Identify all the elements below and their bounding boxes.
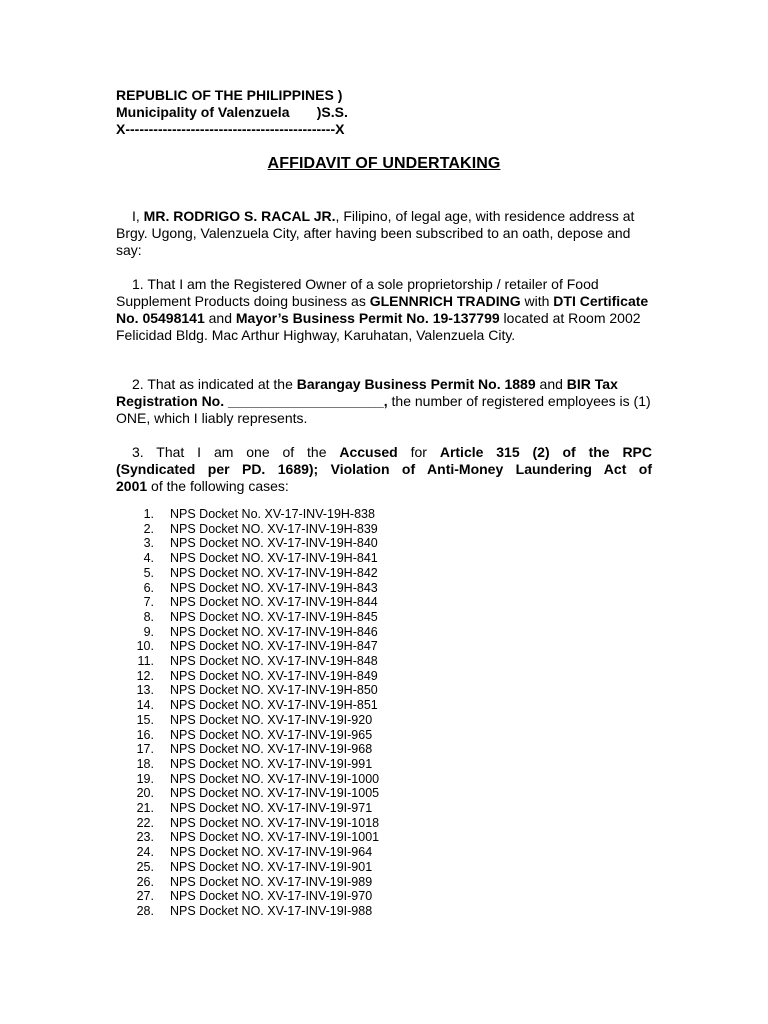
case-list-item xyxy=(116,551,379,566)
paragraph-1-text-c: with xyxy=(520,293,554,309)
paragraph-3 xyxy=(116,444,652,495)
case-number: 1. xyxy=(143,507,154,521)
case-number: 4. xyxy=(143,551,154,566)
case-list-item xyxy=(116,610,379,625)
venue-line-separator: X---------------------------------------------X xyxy=(116,121,345,137)
case-number: 20. xyxy=(136,786,154,801)
case-list-item xyxy=(116,875,379,890)
venue-line-republic: REPUBLIC OF THE PHILIPPINES ) xyxy=(116,87,343,103)
case-list-item xyxy=(116,786,379,801)
case-list-item xyxy=(116,522,379,537)
paragraph-2-text-c: and xyxy=(535,376,567,392)
case-docket: NPS Docket NO. XV-17-INV-19I-901 xyxy=(170,859,373,874)
case-docket: NPS Docket NO. XV-17-INV-19H-842 xyxy=(170,565,378,580)
paragraph-2 xyxy=(116,376,652,427)
case-list-item xyxy=(116,728,379,743)
article-reference: Article 315 (2) of the RPC xyxy=(439,444,653,460)
case-docket: NPS Docket NO. XV-17-INV-19H-845 xyxy=(170,609,378,624)
barangay-permit: Barangay Business Permit No. 1889 xyxy=(296,376,536,392)
case-docket: NPS Docket NO. XV-17-INV-19I-988 xyxy=(170,903,373,918)
case-number: 28. xyxy=(136,903,154,918)
case-list-item xyxy=(116,830,379,845)
paragraph-1-text-g: located at Room 2002 Felicidad Bldg. Mac Arthur Highway, Karuhatan, Valenzuela City. xyxy=(116,310,641,343)
paragraph-3-text-a: 3. That I am one of the xyxy=(132,444,340,460)
paragraph-3-text-tail: of the following cases: xyxy=(147,478,289,494)
intro-rest: , Filipino, of legal age, with residence address at Brgy. Ugong, Valenzuela City, after having been subscribed to an oath, depose and say: xyxy=(116,208,635,258)
case-list-item xyxy=(116,742,379,757)
case-docket: NPS Docket NO. XV-17-INV-19I-965 xyxy=(170,727,373,742)
case-list-item xyxy=(116,581,379,596)
case-docket: NPS Docket NO. XV-17-INV-19H-851 xyxy=(170,698,378,713)
paragraph-1-text-a: 1. That I am the Registered Owner of a sole proprietorship / retailer of Food Supplement Products doing business as xyxy=(116,276,599,309)
act-year: 2001 xyxy=(116,478,148,494)
case-docket: NPS Docket NO. XV-17-INV-19H-839 xyxy=(170,521,378,536)
case-docket: NPS Docket NO. XV-17-INV-19H-841 xyxy=(170,551,378,566)
case-list-item xyxy=(116,654,379,669)
paragraph-3-line-3 xyxy=(116,478,652,495)
case-list-item xyxy=(116,595,379,610)
case-docket: NPS Docket NO. XV-17-INV-19I-1000 xyxy=(170,771,380,786)
case-docket: NPS Docket NO. XV-17-INV-19I-970 xyxy=(170,889,373,904)
case-number: 5. xyxy=(143,565,154,580)
case-number: 18. xyxy=(136,756,154,771)
case-list-item xyxy=(116,625,379,640)
case-docket: NPS Docket NO. XV-17-INV-19I-989 xyxy=(170,874,373,889)
venue-line-municipality: Municipality of Valenzuela )S.S. xyxy=(116,104,348,120)
case-number: 2. xyxy=(143,521,154,536)
paragraph-2-text-e: the number of registered employees is (1) ONE, which I liably represents. xyxy=(116,393,651,426)
case-list-item xyxy=(116,507,379,522)
case-number: 16. xyxy=(136,727,154,742)
case-list-item xyxy=(116,698,379,713)
case-docket: NPS Docket NO. XV-17-INV-19I-991 xyxy=(170,756,373,771)
case-number: 24. xyxy=(136,845,154,860)
case-list-item xyxy=(116,772,379,787)
case-docket: NPS Docket NO. XV-17-INV-19H-848 xyxy=(170,654,378,669)
case-number: 26. xyxy=(136,874,154,889)
case-number: 22. xyxy=(136,815,154,830)
case-number: 23. xyxy=(136,830,154,845)
case-docket: NPS Docket NO. XV-17-INV-19H-840 xyxy=(170,536,378,551)
case-list-item xyxy=(116,713,379,728)
case-docket: NPS Docket NO. XV-17-INV-19I-1018 xyxy=(170,815,380,830)
case-number: 10. xyxy=(136,639,154,654)
business-name: GLENNRICH TRADING xyxy=(369,293,521,309)
case-number: 17. xyxy=(136,742,154,757)
case-docket: NPS Docket NO. XV-17-INV-19H-843 xyxy=(170,580,378,595)
case-number: 15. xyxy=(136,712,154,727)
case-number: 3. xyxy=(143,536,154,551)
case-list-item xyxy=(116,683,379,698)
paragraph-3-text-c: for xyxy=(397,444,440,460)
case-docket: NPS Docket NO. XV-17-INV-19I-964 xyxy=(170,845,373,860)
venue-header xyxy=(116,87,348,138)
case-list-item xyxy=(116,904,379,919)
paragraph-2-text-a: 2. That as indicated at the xyxy=(132,376,297,392)
case-list-item xyxy=(116,816,379,831)
case-list-item xyxy=(116,566,379,581)
case-number: 12. xyxy=(136,668,154,683)
bir-registration: BIR Tax Registration No. ____________________, xyxy=(116,376,618,409)
case-docket: NPS Docket NO. XV-17-INV-19H-850 xyxy=(170,683,378,698)
case-list-item xyxy=(116,639,379,654)
mayors-permit: Mayor’s Business Permit No. 19-137799 xyxy=(235,310,500,326)
case-number: 8. xyxy=(143,609,154,624)
case-docket: NPS Docket NO. XV-17-INV-19H-844 xyxy=(170,595,378,610)
case-number: 6. xyxy=(143,580,154,595)
case-list-item xyxy=(116,801,379,816)
case-list-item xyxy=(116,889,379,904)
accused-label: Accused xyxy=(339,444,398,460)
case-number: 11. xyxy=(137,654,154,669)
paragraph-3-line-1 xyxy=(116,444,652,461)
case-list-item xyxy=(116,536,379,551)
case-docket: NPS Docket NO. XV-17-INV-19I-920 xyxy=(170,712,373,727)
intro-lead: I, xyxy=(132,208,144,224)
case-docket: NPS Docket NO. XV-17-INV-19H-849 xyxy=(170,668,378,683)
case-number: 27. xyxy=(136,889,154,904)
case-number: 25. xyxy=(136,859,154,874)
case-list-item xyxy=(116,757,379,772)
case-docket: NPS Docket No. XV-17-INV-19H-838 xyxy=(170,507,375,521)
case-docket: NPS Docket NO. XV-17-INV-19I-968 xyxy=(170,742,373,757)
case-docket: NPS Docket NO. XV-17-INV-19H-847 xyxy=(170,639,378,654)
case-number: 9. xyxy=(143,624,154,639)
case-docket: NPS Docket NO. XV-17-INV-19H-846 xyxy=(170,624,378,639)
case-list-item xyxy=(116,669,379,684)
paragraph-1 xyxy=(116,276,652,344)
case-number: 21. xyxy=(136,801,154,816)
paragraph-3-line-2: (Syndicated per PD. 1689); Violation of Anti-Money Laundering Act of xyxy=(116,461,652,477)
case-number: 13. xyxy=(136,683,154,698)
intro-paragraph xyxy=(116,208,652,259)
document-title: AFFIDAVIT OF UNDERTAKING xyxy=(267,155,501,172)
case-docket: NPS Docket NO. XV-17-INV-19I-971 xyxy=(170,801,373,816)
case-docket: NPS Docket NO. XV-17-INV-19I-1001 xyxy=(170,830,380,845)
case-number: 7. xyxy=(143,595,154,610)
case-list-item xyxy=(116,845,379,860)
case-number: 19. xyxy=(136,771,154,786)
case-list xyxy=(116,507,379,919)
case-docket: NPS Docket NO. XV-17-INV-19I-1005 xyxy=(170,786,380,801)
paragraph-1-text-e: and xyxy=(204,310,236,326)
dti-certificate: DTI Certificate No. 05498141 xyxy=(116,293,649,326)
case-list-item xyxy=(116,860,379,875)
case-number: 14. xyxy=(136,698,154,713)
affiant-name: MR. RODRIGO S. RACAL JR. xyxy=(143,208,336,224)
